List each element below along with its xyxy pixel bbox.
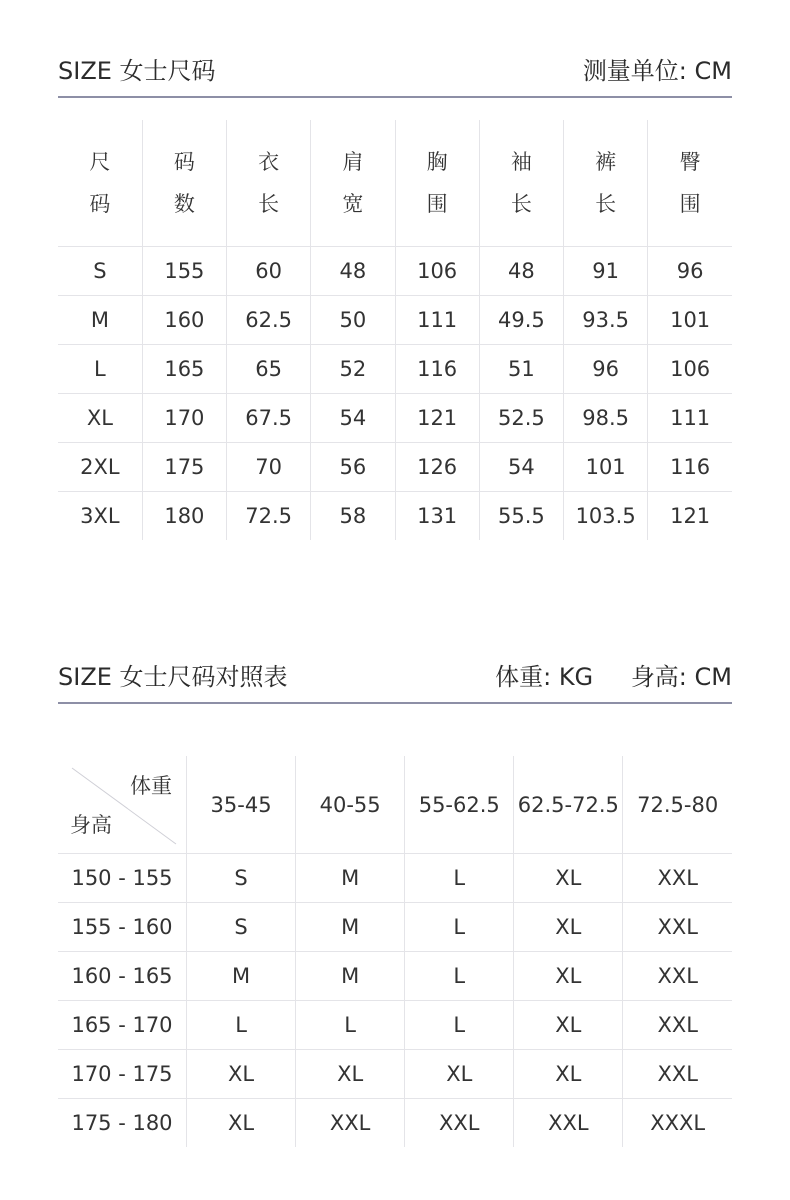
weight-range-header: 40-55 [296,756,405,854]
size-cell: XL [187,1050,296,1099]
table-cell: 116 [648,443,732,492]
table-row [58,247,732,296]
size-chart-divider [58,96,732,98]
measure-unit-label: 测量单位: CM [582,56,732,85]
column-header-char: 码 [89,192,111,216]
table-cell: 160 [142,296,226,345]
column-header-char: 胸 [426,150,448,174]
size-cell: L [405,854,514,903]
table-cell: 155 [142,247,226,296]
height-range-cell: 150 - 155 [58,854,187,903]
table-cell: 70 [227,443,311,492]
size-chart-body [58,247,732,541]
table-cell: 98.5 [564,394,648,443]
height-range-cell: 155 - 160 [58,903,187,952]
table-cell: 60 [227,247,311,296]
table-cell: S [58,247,142,296]
height-range-cell: 170 - 175 [58,1050,187,1099]
weight-range-header: 35-45 [187,756,296,854]
height-unit-label: 身高: CM [630,662,732,691]
table-row [58,492,732,541]
table-row [58,903,732,952]
size-cell: M [296,952,405,1001]
size-cell: XL [514,1050,623,1099]
table-cell: 111 [648,394,732,443]
column-header-char: 长 [595,192,617,216]
corner-weight-label: 体重 [130,774,172,798]
size-cell: L [405,903,514,952]
weight-unit-label: 体重: KG [495,662,594,691]
table-cell: 106 [395,247,479,296]
table-cell: 55.5 [479,492,563,541]
column-header [227,120,311,247]
size-cell: XXL [623,1001,732,1050]
size-chart-title: SIZE 女士尺码 [58,56,216,85]
table-cell: 62.5 [227,296,311,345]
conversion-units [495,657,732,692]
size-cell: XL [514,903,623,952]
size-cell: L [187,1001,296,1050]
weight-range-header: 62.5-72.5 [514,756,623,854]
column-header-char: 长 [258,192,280,216]
column-header [564,120,648,247]
table-cell: 67.5 [227,394,311,443]
height-range-cell: 160 - 165 [58,952,187,1001]
column-header-char: 长 [510,192,532,216]
size-chart-header-row [58,120,732,247]
table-row [58,394,732,443]
size-cell: XL [296,1050,405,1099]
size-cell: XXL [514,1099,623,1148]
size-cell: XXL [623,903,732,952]
table-cell: 48 [479,247,563,296]
conversion-chart-header [58,654,732,694]
table-row [58,443,732,492]
column-header-char: 衣 [258,150,280,174]
table-cell: 56 [311,443,395,492]
table-row [58,1001,732,1050]
column-header [648,120,732,247]
column-header-char: 数 [173,192,195,216]
column-header [58,120,142,247]
table-cell: 103.5 [564,492,648,541]
column-header-char: 码 [173,150,195,174]
size-cell: S [187,903,296,952]
column-header [142,120,226,247]
table-cell: 52.5 [479,394,563,443]
size-cell: XL [514,1001,623,1050]
column-header-char: 裤 [595,150,617,174]
size-cell: XXL [623,1050,732,1099]
table-cell: 175 [142,443,226,492]
table-cell: 48 [311,247,395,296]
table-cell: 121 [395,394,479,443]
table-row [58,1099,732,1148]
corner-height-label: 身高 [70,813,112,837]
column-header-char: 肩 [342,150,364,174]
size-chart-header [58,48,732,88]
table-cell: 51 [479,345,563,394]
table-cell: 106 [648,345,732,394]
column-header-char: 尺 [89,150,111,174]
size-cell: XXL [405,1099,514,1148]
size-cell: XXL [296,1099,405,1148]
table-cell: 91 [564,247,648,296]
conversion-chart-divider [58,702,732,704]
table-cell: 170 [142,394,226,443]
table-cell: 165 [142,345,226,394]
table-cell: 54 [311,394,395,443]
table-row [58,345,732,394]
size-cell: XL [514,952,623,1001]
conversion-header-row [58,756,732,854]
table-cell: XL [58,394,142,443]
table-cell: 54 [479,443,563,492]
table-cell: L [58,345,142,394]
size-cell: M [296,854,405,903]
table-cell: 121 [648,492,732,541]
table-cell: 116 [395,345,479,394]
size-cell: L [296,1001,405,1050]
table-cell: 3XL [58,492,142,541]
table-cell: 58 [311,492,395,541]
size-cell: XL [514,854,623,903]
column-header [395,120,479,247]
size-cell: XXL [623,854,732,903]
table-cell: 2XL [58,443,142,492]
table-cell: 126 [395,443,479,492]
table-cell: 111 [395,296,479,345]
table-row [58,1050,732,1099]
column-header-char: 袖 [510,150,532,174]
size-chart-table [58,120,732,540]
conversion-chart-table [58,756,732,1147]
table-cell: 180 [142,492,226,541]
weight-range-header: 72.5-80 [623,756,732,854]
weight-range-header: 55-62.5 [405,756,514,854]
conversion-chart-title: SIZE 女士尺码对照表 [58,662,288,691]
column-header-char: 宽 [342,192,364,216]
table-cell: 101 [564,443,648,492]
table-row [58,854,732,903]
column-header [479,120,563,247]
table-cell: 96 [648,247,732,296]
table-cell: 50 [311,296,395,345]
table-cell: 131 [395,492,479,541]
table-cell: 96 [564,345,648,394]
size-cell: XL [405,1050,514,1099]
table-cell: 52 [311,345,395,394]
column-header-char: 围 [679,192,701,216]
size-cell: XL [187,1099,296,1148]
table-cell: M [58,296,142,345]
size-cell: XXL [623,952,732,1001]
size-cell: L [405,952,514,1001]
size-cell: XXXL [623,1099,732,1148]
table-cell: 65 [227,345,311,394]
size-cell: M [296,903,405,952]
conversion-chart-body [58,854,732,1148]
height-range-cell: 175 - 180 [58,1099,187,1148]
size-cell: L [405,1001,514,1050]
height-range-cell: 165 - 170 [58,1001,187,1050]
table-cell: 49.5 [479,296,563,345]
table-row [58,296,732,345]
size-cell: M [187,952,296,1001]
table-cell: 101 [648,296,732,345]
table-cell: 72.5 [227,492,311,541]
table-row [58,952,732,1001]
table-cell: 93.5 [564,296,648,345]
column-header-char: 围 [426,192,448,216]
column-header-char: 臀 [679,150,701,174]
corner-cell [58,756,187,854]
column-header [311,120,395,247]
size-cell: S [187,854,296,903]
